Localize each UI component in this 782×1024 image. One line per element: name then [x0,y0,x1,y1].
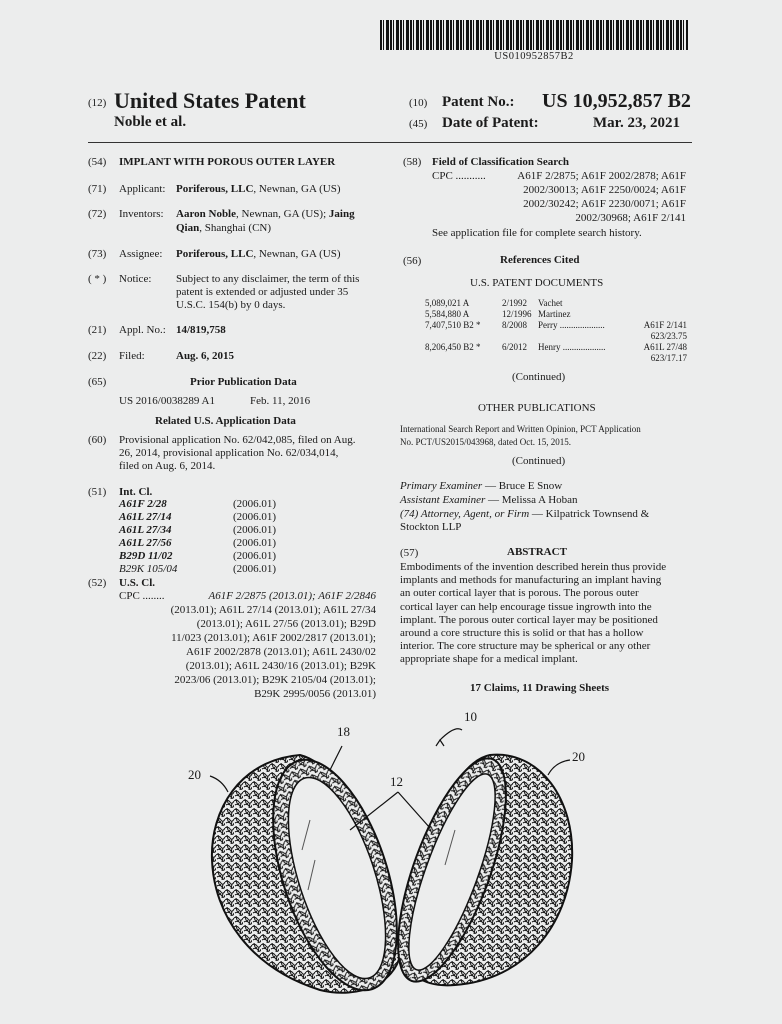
int-cl-heading: Int. Cl. [119,486,153,498]
us-docs-heading: U.S. PATENT DOCUMENTS [470,277,604,289]
ref-name: Martinez [538,309,571,319]
int-cl-date: (2006.01) [233,498,277,510]
inventor2-location: , Shanghai (CN) [199,222,272,234]
applicant [176,182,340,196]
other-continued: (Continued) [512,455,566,467]
ref-label-12: 12 [390,774,403,789]
abstract-body [400,561,688,667]
applicant-label: Applicant: [119,183,166,195]
code-56: (56) [403,255,422,267]
filed-date: Aug. 6, 2015 [176,350,235,362]
other-pub-line1: International Search Report and Written Opinion, PCT Application [400,424,641,434]
int-cl-date: (2006.01) [233,524,277,536]
assignee-location: , Newnan, GA (US) [253,248,341,260]
other-pub-line2: No. PCT/US2015/043968, dated Oct. 15, 2015. [400,437,571,447]
field-search-heading: Field of Classification Search [432,156,569,168]
patent-number: US 10,952,857 B2 [542,90,691,112]
leader-20-left [210,776,228,792]
int-cl-row [119,511,359,524]
code-71: (71) [88,183,107,195]
ref-label-20-left: 20 [188,767,201,782]
ref-class-secondary: 623/17.17 [650,353,687,363]
references-table [425,298,687,364]
prior-pub-number: US 2016/0038289 A1 [119,395,215,407]
ref-number: 8,206,450 B2 * [425,342,481,352]
abstract-line: interior. The core structure may be spherical or any other [400,640,651,653]
field-cpc-line: 2002/30968; A61F 2/141 [575,212,686,224]
patent-date: Mar. 23, 2021 [593,115,680,131]
code-72: (72) [88,208,107,220]
invention-title: IMPLANT WITH POROUS OUTER LAYER [119,156,336,168]
inventor-line1 [176,207,355,221]
int-cl-class: A61F 2/28 [119,498,167,510]
abstract-heading: ABSTRACT [507,546,567,558]
ref-label-20-right: 20 [572,749,585,764]
inventor1-name: Aaron Noble [176,208,236,220]
assistant-examiner-name: — Melissa A Hoban [485,494,578,506]
abstract-line: an outer cortical layer that is porous. The porous outer [400,587,639,600]
abstract-line: around a core structure this is solid or that has a hollow [400,627,644,640]
field-cpc-lines [500,169,686,225]
int-cl-date: (2006.01) [233,511,277,523]
inventors-label: Inventors: [119,208,164,220]
int-cl-date: (2006.01) [233,537,277,549]
us-cl-line: 2023/06 (2013.01); B29K 2105/04 (2013.01); [174,674,376,686]
int-cl-class: B29K 105/04 [119,563,178,575]
reference-row [425,309,687,320]
us-cl-line: A61F 2/2875 (2013.01); A61F 2/2846 [208,590,376,602]
refs-continued: (Continued) [512,371,566,383]
barcode-number: US010952857B2 [494,51,574,62]
code-22: (22) [88,350,107,362]
code-57: (57) [400,547,419,559]
primary-examiner [400,479,562,493]
int-cl-row [119,524,359,537]
references-heading: References Cited [500,254,580,266]
notice-label: Notice: [119,273,152,285]
int-cl-class: A61L 27/34 [119,524,172,536]
int-cl-row [119,550,359,563]
code-51: (51) [88,486,107,498]
notice-line3: U.S.C. 154(b) by 0 days. [176,299,286,311]
header-divider [88,142,692,143]
attorney-label: (74) Attorney, Agent, or Firm [400,508,530,520]
assignee [176,247,340,261]
ref-label-10: 10 [464,709,477,724]
prior-pub-date: Feb. 11, 2016 [250,395,311,407]
other-pubs-heading: OTHER PUBLICATIONS [478,402,596,414]
attorney-name: — Kilpatrick Townsend & [529,508,650,520]
int-cl-row [119,537,359,550]
ref-date: 8/2008 [502,320,528,330]
attorney-line2: Stockton LLP [400,521,462,533]
us-cl-heading: U.S. Cl. [119,577,156,589]
int-cl-date: (2006.01) [233,550,277,562]
primary-examiner-name: — Bruce E Snow [482,480,563,492]
ref-date: 6/2012 [502,342,528,352]
code-54: (54) [88,156,107,168]
code-10: (10) [409,97,428,109]
int-cl-row [119,498,359,511]
us-cl-cpc-label: CPC ........ [119,590,165,602]
us-cl-line: (2013.01); A61L 27/14 (2013.01); A61L 27/34 [170,604,376,616]
ref-name: Vachet [538,298,563,308]
assignee-name: Poriferous, LLC [176,248,254,260]
int-cl-date: (2006.01) [233,563,277,575]
code-21: (21) [88,324,107,336]
code-73: (73) [88,248,107,260]
field-cpc-line: A61F 2/2875; A61F 2002/2878; A61F [517,170,686,182]
right-hemisphere [376,746,572,994]
claims-summary: 17 Claims, 11 Drawing Sheets [470,682,610,694]
patent-no-label: Patent No.: [442,94,515,110]
inventor2-first: Jaing [328,208,355,220]
inventor1-location: , Newnan, GA (US); [236,208,329,220]
reference-row [425,320,687,331]
ref-class-secondary: 623/23.75 [650,331,687,341]
filed-label: Filed: [119,350,145,362]
ref-name: Henry ................... [538,342,606,352]
int-cl-table [119,498,359,576]
abstract-line: appropriate shape for a medical implant. [400,653,578,666]
abstract-line: Embodiments of the invention described herein thus provide [400,561,667,573]
ref-number: 5,584,880 A [425,309,470,319]
ref-class: A61F 2/141 [643,320,687,330]
us-cl-line: 11/023 (2013.01); A61F 2002/2817 (2013.01); [171,632,376,644]
ref-number: 7,407,510 B2 * [425,320,481,330]
provisional-line3: filed on Aug. 6, 2014. [119,460,216,472]
ref-date: 2/1992 [502,298,528,308]
applicant-name: Poriferous, LLC [176,183,254,195]
us-cl-line: (2013.01); A61L 27/56 (2013.01); B29D [196,618,376,630]
date-label: Date of Patent: [442,115,539,131]
inventor2-last: Qian [176,222,200,234]
reference-row [425,298,687,309]
primary-examiner-label: Primary Examiner [400,480,483,492]
field-cpc-line: 2002/30242; A61F 2230/0071; A61F [523,198,686,210]
code-52: (52) [88,577,107,589]
leader-18 [330,746,342,770]
ref-date: 12/1996 [502,309,532,319]
reference-row [425,342,687,353]
int-cl-class: A61L 27/14 [119,511,172,523]
implant-drawing [0,700,782,1024]
ref-name: Perry .................... [538,320,605,330]
prior-pub-heading: Prior Publication Data [190,376,297,388]
abstract-line: implant. The porous outer cortical layer may be positioned [400,613,658,626]
appl-no-label: Appl. No.: [119,324,166,336]
leader-20-right [548,760,570,775]
int-cl-row [119,563,359,576]
field-cpc-line: 2002/30013; A61F 2250/0024; A61F [523,184,686,196]
code-60: (60) [88,434,107,446]
int-cl-class: B29D 11/02 [119,550,173,562]
inventor-line2 [176,221,271,235]
ref-class: A61L 27/48 [643,342,687,352]
abstract-line: cortical layer can help encourage tissue ingrowth into the [400,600,652,613]
assistant-examiner [400,493,578,507]
notice-line1: Subject to any disclaimer, the term of this [176,273,360,285]
ref-label-18: 18 [337,724,350,739]
us-cl-lines [118,589,376,701]
us-cl-line: B29K 2995/0056 (2013.01) [254,688,376,700]
abstract-line: implants and methods for manufacturing an implant having [400,574,662,587]
appl-no: 14/819,758 [176,324,226,336]
notice-line2: patent is extended or adjusted under 35 [176,286,349,298]
inventors-short: Noble et al. [114,114,187,130]
us-cl-line: A61F 2002/2878 (2013.01); A61L 2430/02 [186,646,376,658]
provisional-line1: Provisional application No. 62/042,085, filed on Aug. [119,434,356,446]
field-cpc-label: CPC ........... [432,170,486,182]
provisional-line2: 26, 2014, provisional application No. 62/034,014, [119,447,339,459]
assistant-examiner-label: Assistant Examiner [400,494,486,506]
ref-number: 5,089,021 A [425,298,470,308]
related-heading: Related U.S. Application Data [155,415,296,427]
code-12: (12) [88,97,107,109]
leader-10 [440,729,462,740]
code-45: (45) [409,118,428,130]
assignee-label: Assignee: [119,248,163,260]
code-notice: ( * ) [88,273,107,285]
applicant-location: , Newnan, GA (US) [253,183,341,195]
field-see-note: See application file for complete search history. [432,227,642,239]
code-58: (58) [403,156,422,168]
attorney [400,507,649,521]
patent-title: United States Patent [114,88,306,113]
code-65: (65) [88,376,107,388]
barcode [380,20,688,50]
int-cl-class: A61L 27/56 [119,537,172,549]
us-cl-line: (2013.01); A61L 2430/16 (2013.01); B29K [185,660,376,672]
